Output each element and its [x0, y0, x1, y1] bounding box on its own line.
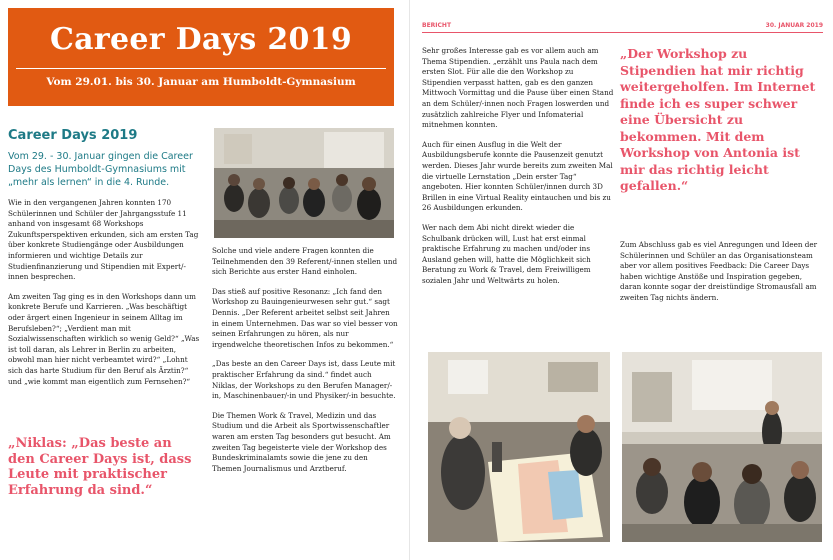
- article-title: Career Days 2019: [8, 128, 138, 143]
- header-banner: [8, 8, 394, 106]
- header-divider: [422, 32, 823, 33]
- paragraph: Die Themen Work & Travel, Medizin und das Studium und die Arbeit als Sportwissenschaftler waren am ersten Tag besonders gut besucht. Am zweiten Tag begeisterte viele der Workshop des Bundeskriminalamts sowie die jene zu den Themen Journalismus und Arztberuf.: [212, 410, 391, 473]
- paragraph: Auch für einen Ausflug in die Welt der Ausbildungsberufe konnte die Pausenzeit genutzt werden. Dieses Jahr wurde bereits zum zweiten Mal die virtuelle Lernstation „Dein erster Tag“ angeboten. Hier konnten Schüler/innen durch 3D Brillen in eine Virtual Reality eintauchen und bis zu 26 Ausbildungen erkunden.: [422, 139, 613, 213]
- paragraph: „Das beste an den Career Days ist, dass Leute mit praktischer Erfahrung da sind.“ findet auch Niklas, der Workshops zu den Berufen Manager/-in, Maschinenbauer/-in und Physiker/-in besuchte.: [212, 359, 396, 401]
- left-column-1: [8, 198, 200, 396]
- paragraph: Das stieß auf positive Resonanz: „Ich fand den Workshop zu Bauingenieurwesen sehr gut.“ sagt Dennis. „Der Referent arbeitet selbst seit Jahren in einem Unternehmen. Das war so viel besser von seinen Erfahrungen zu hören, als nur irgendwelche theoretischen Infos zu bekommen.“: [212, 286, 398, 349]
- paragraph: Zum Abschluss gab es viel Anregungen und Ideen der Schülerinnen und Schüler an das Organisationsteam aber vor allem positives Feedback: Die Career Days haben wichtige Anstöße und Inspiration gegeben, daran konnte sogar der dreistündige Stromausfall am zweiten Tag nichts ändern.: [620, 240, 818, 302]
- left-page: [0, 0, 410, 560]
- right-page: [414, 0, 833, 560]
- banner-title: Career Days 2019: [49, 22, 353, 57]
- workshop-photo-1: [214, 128, 394, 238]
- paragraph: Am zweiten Tag ging es in den Workshops dann um konkrete Berufe und Karrieren. „Was beschäftigt oder ärgert einen Ingenieur in seinem Alltag im Berufsleben?“; „Verdient man mit Sozialwissenschaften wirklich so wenig Geld?“ „Was ist toll daran, als Lehrer in Berlin zu arbeiten, obwohl man hier nicht verbeamtet wird?“ „Lohnt sich das harte Studium für den Beruf als Ärztin?“ und „wie kommt man eigentlich zum Fernsehen?“: [8, 291, 200, 386]
- left-column-2: [212, 246, 398, 483]
- right-column-2: [620, 240, 820, 313]
- workshop-photo-3: [622, 352, 822, 542]
- banner-divider: [16, 68, 386, 69]
- paragraph: Solche und viele andere Fragen konnten die Teilnehmenden den 39 Referent/-innen stellen und sich Berichte aus erster Hand einholen.: [212, 246, 398, 277]
- quote-niklas: „Niklas: „Das beste an den Career Days ist, dass Leute mit praktischer Erfahrung da sind.“: [8, 436, 192, 498]
- paragraph: Sehr großes Interesse gab es vor allem auch am Thema Stipendien. „erzählt uns Paula nach dem ersten Slot. Für alle die den Workshop zu Stipendien verpasst hatten, gab es den ganzen Mittwoch Vormittag und die Pause über einen Stand an dem Schüler/-innen noch Fragen loswerden und zusätzlich zahlreiche Flyer und Infomaterial mitnehmen konnten.: [422, 46, 614, 130]
- right-column-1: [422, 46, 614, 295]
- paragraph: Wer nach dem Abi nicht direkt wieder die Schulbank drücken will, Lust hat erst einmal praktische Erfahrung zu machen und/oder ins Ausland gehen will, hatte die Möglichkeit sich Beratung zu Work & Travel, dem Freiwilligem sozialen Jahr und Weltwärts zu holen.: [422, 222, 591, 285]
- section-label: BERICHT: [422, 22, 452, 29]
- issue-date: 30. JANUAR 2019: [765, 22, 823, 29]
- workshop-photo-2: [428, 352, 610, 542]
- banner-subtitle: Vom 29.01. bis 30. Januar am Humboldt-Gymnasium: [46, 76, 356, 88]
- article-lead: Vom 29. - 30. Januar gingen die Career Days des Humboldt-Gymnasiums mit „mehr als lernen“ in die 4. Runde.: [8, 151, 193, 188]
- quote-workshop: „Der Workshop zu Stipendien hat mir richtig weitergeholfen. Im Internet finde ich es super schwer eine Übersicht zu bekommen. Mit dem Workshop von Antonia ist mir das richtig leicht gefallen.“: [620, 46, 816, 193]
- paragraph: Wie in den vergangenen Jahren konnten 170 Schülerinnen und Schüler der Jahrgangsstufe 11 anhand von insgesamt 68 Workshops Zukunftsperspektiven erkunden, sich am ersten Tag über konkrete Studiengänge oder Ausbildungen informieren und wichtige Details zur Studienfinanzierung und Stipendien mit Expert/-innen besprechen.: [8, 198, 199, 282]
